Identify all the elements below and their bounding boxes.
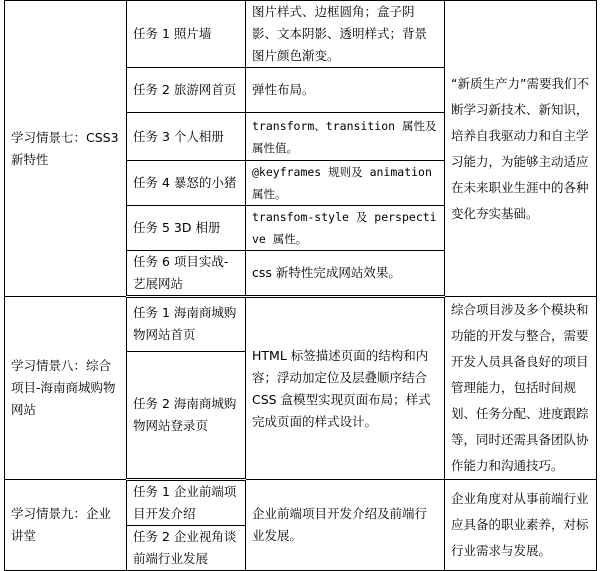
situation-goal: “新质生产力”需要我们不断学习新技术、新知识，培养自我驱动力和自主学习能力，为能够主动适应在未来职业生涯中的各种变化夯实基础。 — [445, 1, 597, 297]
table-row — [5, 1, 597, 68]
task-content: transform、transition 属性及属性值。 — [246, 113, 445, 161]
task-name: 任务 1 照片墙 — [127, 1, 246, 68]
situation-goal: 综合项目涉及多个模块和功能的开发与整合，需要开发人员具备良好的项目管理能力，包括时间规划、任务分配、进度跟踪等，同时还需具备团队协作能力和沟通技巧。 — [445, 297, 597, 480]
task-name: 任务 4 暴怒的小猪 — [127, 161, 246, 206]
table-row — [5, 297, 597, 352]
task-content: 图片样式、边框圆角；盒子阴影、文本阴影、透明样式；背景图片颜色渐变。 — [246, 1, 445, 68]
task-name: 任务 6 项目实战-艺展网站 — [127, 251, 246, 297]
task-content: 弹性布局。 — [246, 68, 445, 113]
task-content: transfom-style 及 perspective 属性。 — [246, 206, 445, 251]
task-name: 任务 2 旅游网首页 — [127, 68, 246, 113]
task-content: HTML 标签描述页面的结构和内容；浮动加定位及层叠顺序结合 CSS 盒模型实现页面布局；样式完成页面的样式设计。 — [246, 297, 445, 480]
situation-goal: 企业角度对从事前端行业应具备的职业素养，对标行业需求与发展。 — [445, 480, 597, 571]
curriculum-table — [4, 0, 597, 571]
task-content: 企业前端项目开发介绍及前端行业发展。 — [246, 480, 445, 571]
task-name: 任务 2 企业视角谈前端行业发展 — [127, 526, 246, 571]
task-content: css 新特性完成网站效果。 — [246, 251, 445, 297]
task-name: 任务 3 个人相册 — [127, 113, 246, 161]
task-name: 任务 1 企业前端项目开发介绍 — [127, 480, 246, 526]
task-name: 任务 1 海南商城购物网站首页 — [127, 297, 246, 352]
situation-name: 学习情景七：CSS3新特性 — [5, 1, 127, 297]
task-name: 任务 2 海南商城购物网站登录页 — [127, 351, 246, 479]
situation-name: 学习情景九：企业讲堂 — [5, 480, 127, 571]
task-content: @keyframes 规则及 animation属性。 — [246, 161, 445, 206]
situation-name: 学习情景八：综合项目-海南商城购物网站 — [5, 297, 127, 480]
table-row — [5, 480, 597, 526]
task-name: 任务 5 3D 相册 — [127, 206, 246, 251]
